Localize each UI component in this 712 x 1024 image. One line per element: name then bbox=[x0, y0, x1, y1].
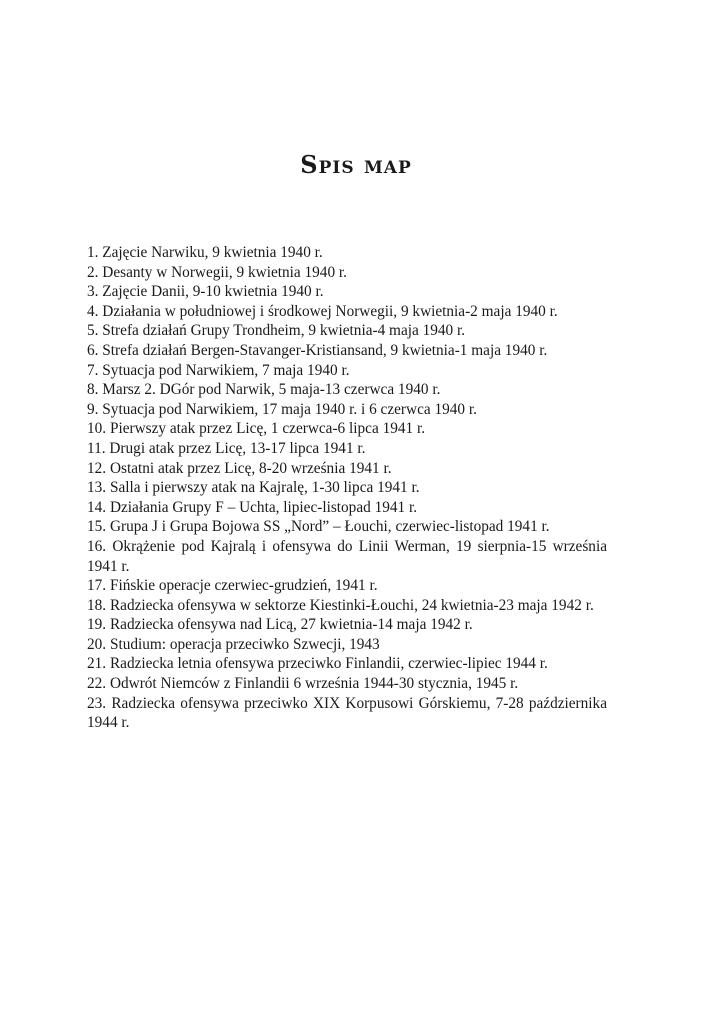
list-item: 12. Ostatni atak przez Licę, 8-20 września 1941 r. bbox=[87, 459, 392, 477]
list-item: 4. Działania w południowej i środkowej Norwegii, 9 kwietnia-2 maja 1940 r. bbox=[87, 302, 558, 320]
page-title: Spis map bbox=[300, 150, 412, 179]
list-item: 6. Strefa działań Bergen-Stavanger-Kristiansand, 9 kwietnia-1 maja 1940 r. bbox=[87, 341, 548, 359]
list-item: 13. Salla i pierwszy atak na Kajralę, 1-30 lipca 1941 r. bbox=[87, 479, 420, 497]
list-item: 20. Studium: operacja przeciwko Szwecji, 1943 bbox=[87, 635, 380, 653]
list-item: 16. Okrążenie pod Kajralą i ofensywa do Linii Werman, 19 sierpnia-15 września 1941 r. bbox=[87, 537, 607, 575]
list-item: 17. Fińskie operacje czerwiec-grudzień, 1941 r. bbox=[87, 577, 378, 595]
map-list bbox=[87, 243, 607, 733]
list-item: 19. Radziecka ofensywa nad Licą, 27 kwietnia-14 maja 1942 r. bbox=[87, 616, 473, 634]
list-item: 11. Drugi atak przez Licę, 13-17 lipca 1941 r. bbox=[87, 439, 366, 457]
list-item: 18. Radziecka ofensywa w sektorze Kiestinki-Łouchi, 24 kwietnia-23 maja 1942 r. bbox=[87, 596, 594, 614]
list-item: 23. Radziecka ofensywa przeciwko XIX Korpusowi Górskiemu, 7-28 października 1944 r. bbox=[87, 694, 607, 732]
list-item: 14. Działania Grupy F – Uchta, lipiec-listopad 1941 r. bbox=[87, 498, 418, 516]
list-item: 21. Radziecka letnia ofensywa przeciwko Finlandii, czerwiec-lipiec 1944 r. bbox=[87, 655, 548, 673]
list-item: 2. Desanty w Norwegii, 9 kwietnia 1940 r. bbox=[87, 263, 348, 281]
list-item: 3. Zajęcie Danii, 9-10 kwietnia 1940 r. bbox=[87, 283, 324, 301]
list-item: 22. Odwrót Niemców z Finlandii 6 września 1944-30 stycznia, 1945 r. bbox=[87, 675, 519, 693]
list-item: 10. Pierwszy atak przez Licę, 1 czerwca-6 lipca 1941 r. bbox=[87, 420, 426, 438]
list-item: 15. Grupa J i Grupa Bojowa SS „Nord” – Łouchi, czerwiec-listopad 1941 r. bbox=[87, 518, 550, 536]
list-item: 8. Marsz 2. DGór pod Narwik, 5 maja-13 czerwca 1940 r. bbox=[87, 381, 441, 399]
list-item: 7. Sytuacja pod Narwikiem, 7 maja 1940 r. bbox=[87, 361, 350, 379]
list-item: 1. Zajęcie Narwiku, 9 kwietnia 1940 r. bbox=[87, 244, 323, 261]
list-item: 5. Strefa działań Grupy Trondheim, 9 kwietnia-4 maja 1940 r. bbox=[87, 322, 466, 340]
list-item: 9. Sytuacja pod Narwikiem, 17 maja 1940 r. i 6 czerwca 1940 r. bbox=[87, 400, 477, 418]
